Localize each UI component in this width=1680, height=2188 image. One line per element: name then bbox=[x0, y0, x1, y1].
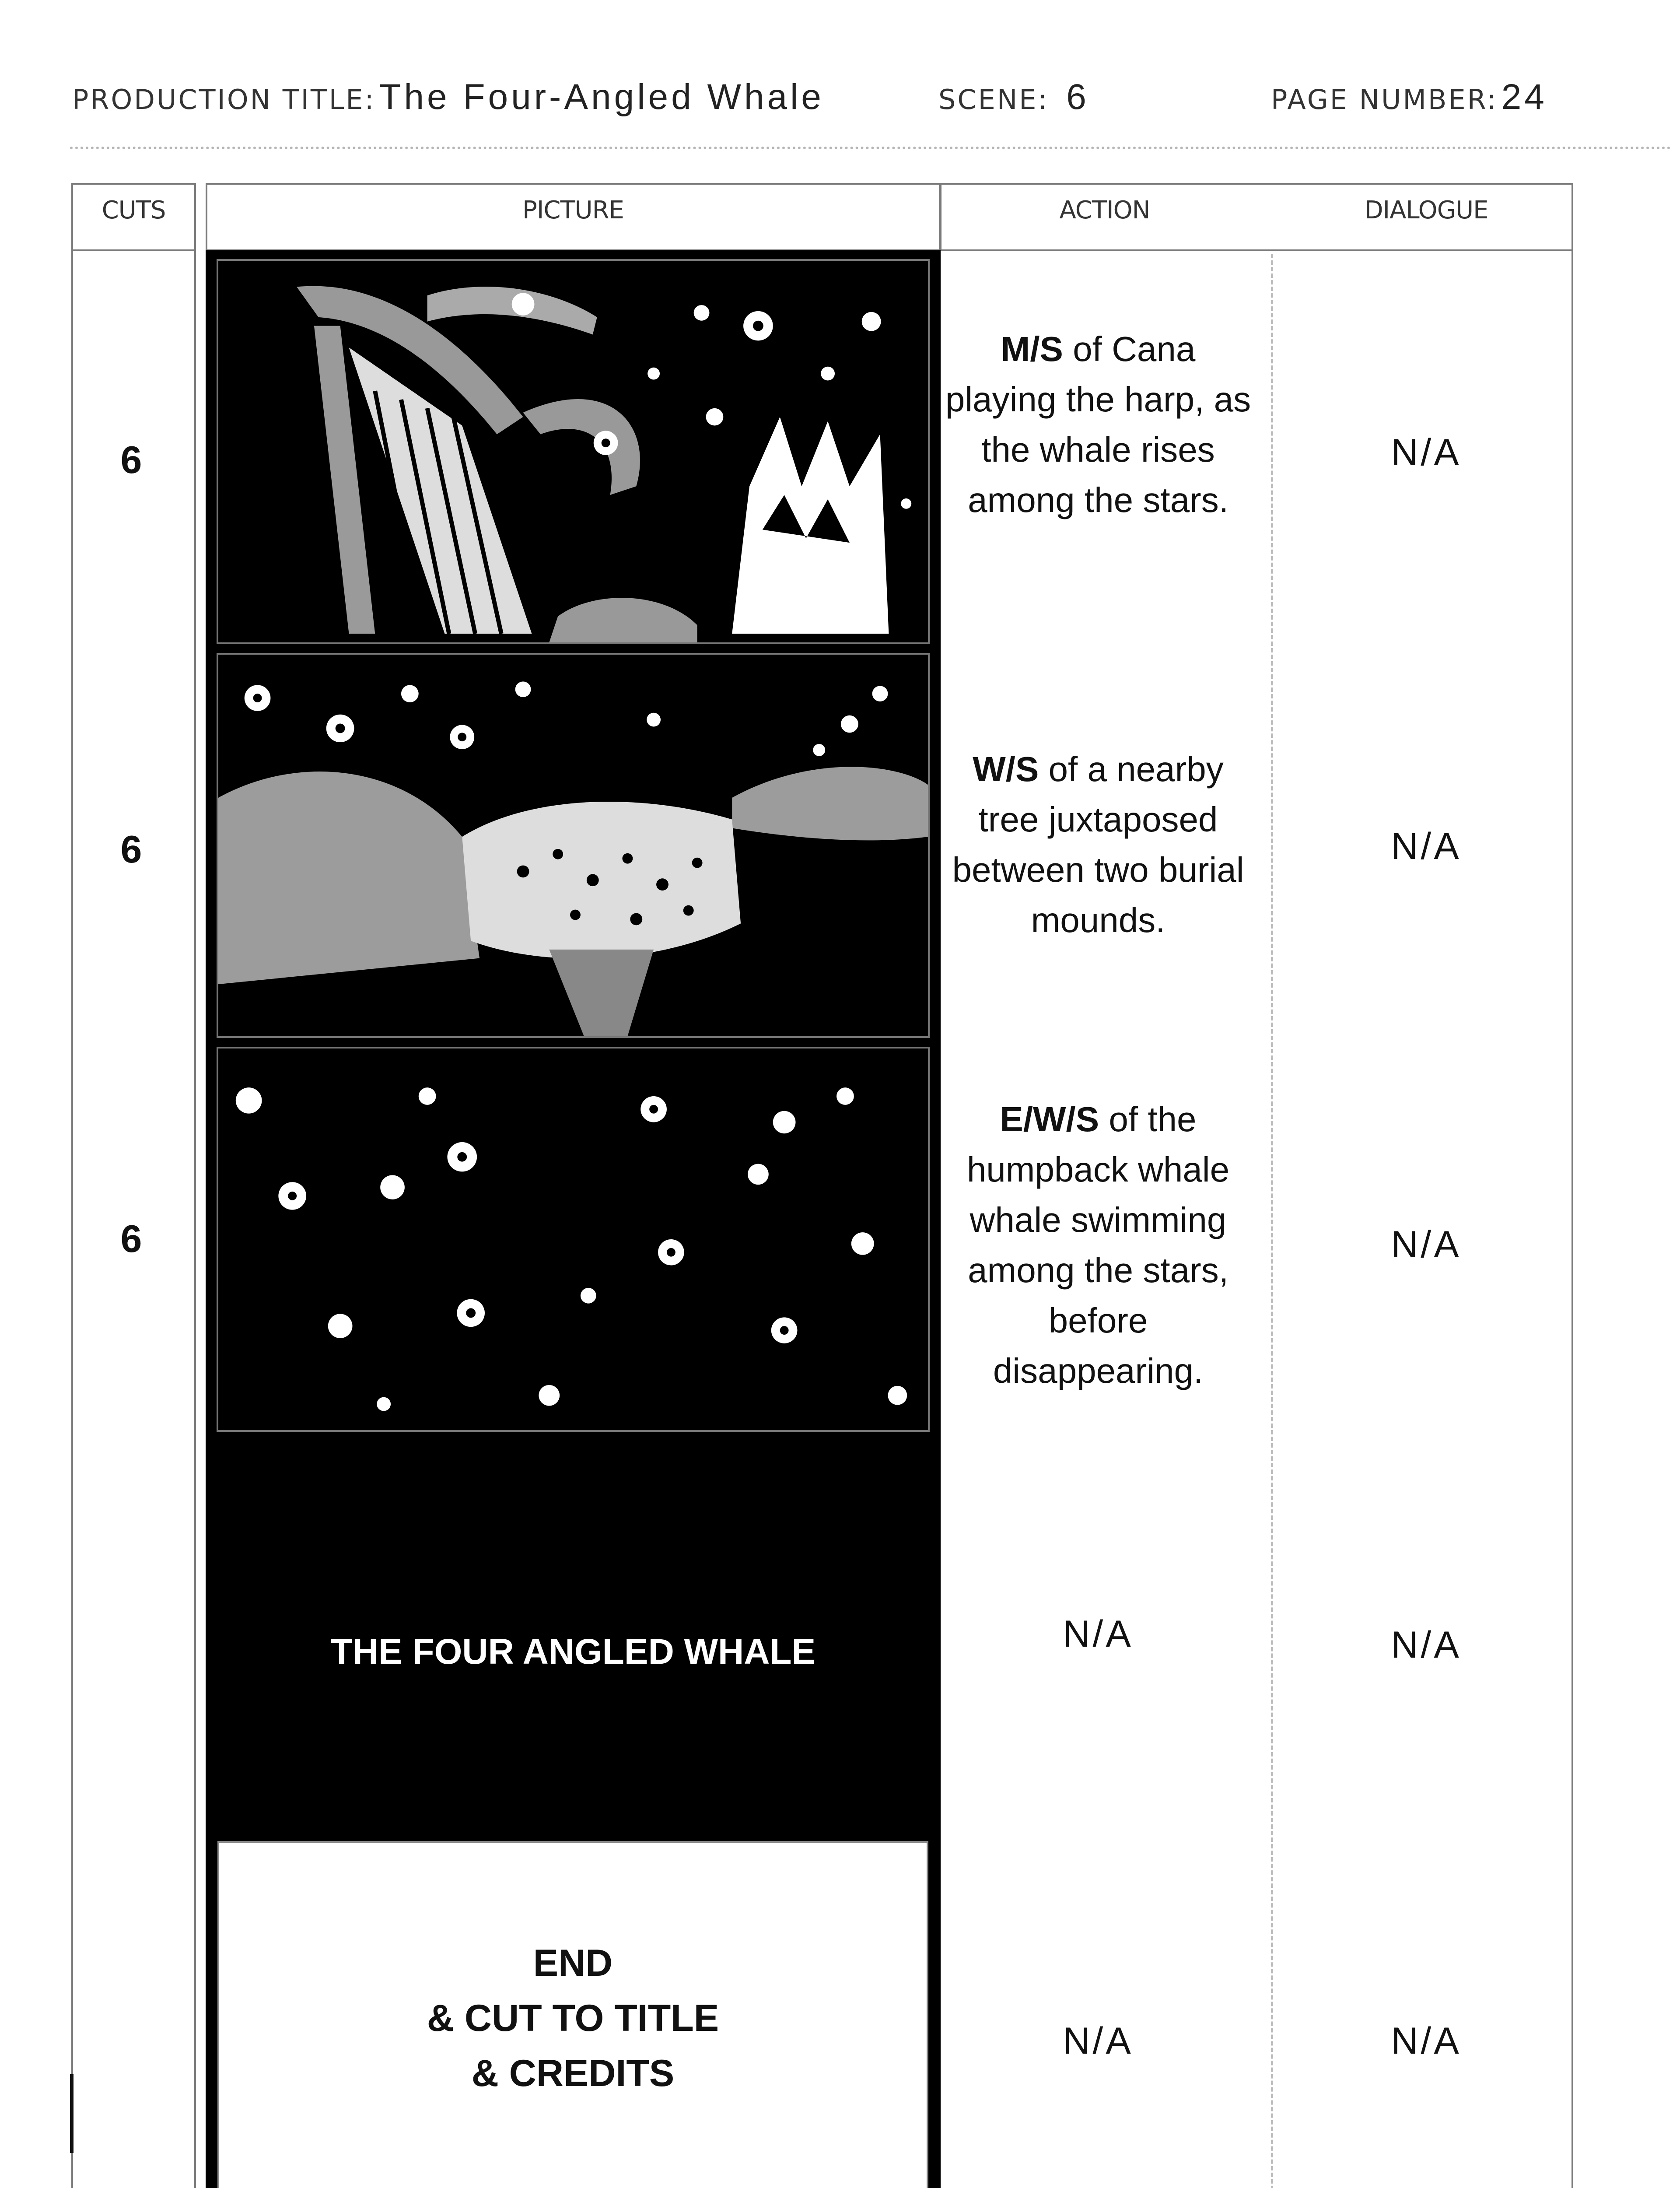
dialogue-text-4: N/A bbox=[1391, 1624, 1462, 1666]
action-description: of the humpback whale whale swimming among the stars, before disappearing. bbox=[966, 1100, 1230, 1390]
scene-number: 6 bbox=[1066, 77, 1089, 117]
header-production bbox=[72, 77, 824, 120]
end-card bbox=[217, 1841, 928, 2188]
left-edge-mark bbox=[70, 2074, 74, 2153]
action-shot-type: W/S bbox=[973, 750, 1039, 789]
right-border bbox=[1572, 250, 1573, 2188]
page-number: 24 bbox=[1501, 77, 1547, 117]
header-divider bbox=[70, 147, 1671, 149]
title-card-text: THE FOUR ANGLED WHALE bbox=[330, 1632, 816, 1672]
production-title-label: PRODUCTION TITLE: bbox=[72, 84, 376, 116]
scene-label: SCENE: bbox=[938, 84, 1049, 116]
harp-and-whale-drawing bbox=[218, 261, 928, 642]
page-number-label: PAGE NUMBER: bbox=[1271, 84, 1498, 116]
end-card-line-1: END bbox=[533, 1942, 613, 1984]
action-text-2 bbox=[945, 744, 1251, 945]
frame-harp-whale bbox=[217, 259, 930, 644]
action-description: of a nearby tree juxtaposed between two burial mounds. bbox=[952, 750, 1244, 940]
title-card bbox=[217, 1440, 930, 1825]
cut-number-3: 6 bbox=[120, 1217, 142, 1260]
cuts-column-header: CUTS bbox=[102, 196, 166, 224]
dialogue-text-2: N/A bbox=[1391, 825, 1462, 867]
cut-number-2: 6 bbox=[120, 828, 142, 871]
action-dialogue-divider bbox=[1271, 254, 1273, 2188]
dialogue-text-1: N/A bbox=[1391, 431, 1462, 473]
end-card-line-3: & CREDITS bbox=[471, 2052, 675, 2094]
production-title: The Four-Angled Whale bbox=[379, 77, 824, 117]
action-column-header: ACTION bbox=[1059, 196, 1150, 224]
cut-number-1: 6 bbox=[120, 438, 142, 481]
action-text-3 bbox=[945, 1094, 1251, 1396]
action-description: of Cana playing the harp, as the whale rises among the stars. bbox=[945, 330, 1251, 519]
dialogue-column-header: DIALOGUE bbox=[1364, 196, 1488, 224]
action-shot-type: M/S bbox=[1001, 330, 1063, 368]
starfield-drawing bbox=[218, 1048, 928, 1430]
dialogue-text-3: N/A bbox=[1391, 1224, 1462, 1266]
action-text-5: N/A bbox=[1063, 2020, 1134, 2062]
frame-tree-mounds bbox=[217, 653, 930, 1038]
dialogue-text-5: N/A bbox=[1391, 2020, 1462, 2062]
end-card-line-2: & CUT TO TITLE bbox=[427, 1997, 719, 2039]
header-page bbox=[1271, 77, 1547, 120]
header-scene bbox=[938, 77, 1089, 120]
action-text-1 bbox=[945, 324, 1251, 525]
action-shot-type: E/W/S bbox=[1000, 1100, 1099, 1139]
action-text-4: N/A bbox=[1063, 1613, 1134, 1655]
picture-column-header: PICTURE bbox=[522, 196, 624, 224]
frame-starfield bbox=[217, 1047, 930, 1432]
tree-between-mounds-drawing bbox=[218, 655, 928, 1036]
